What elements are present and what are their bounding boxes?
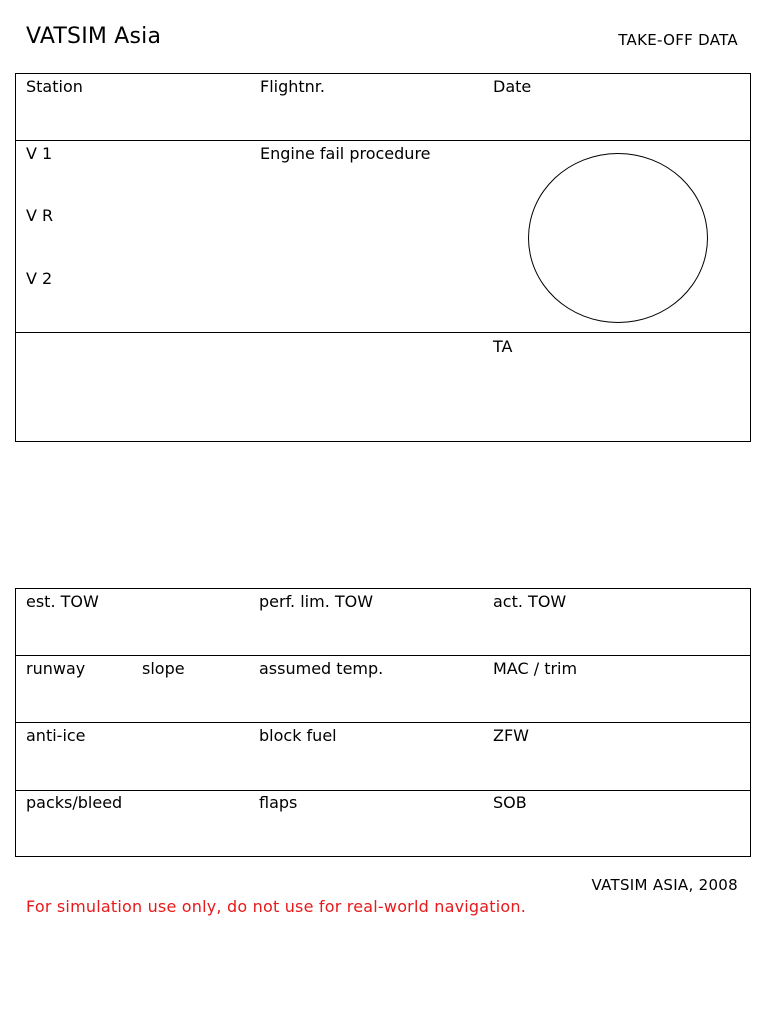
v1-label: V 1 — [26, 144, 53, 163]
takeoff-bottom-box — [15, 588, 751, 857]
assumed-temp-label: assumed temp. — [259, 659, 384, 678]
vr-label: V R — [26, 206, 54, 225]
anti-ice-label: anti-ice — [26, 726, 86, 745]
flightnr-label: Flightnr. — [260, 77, 325, 96]
takeoff-top-box — [15, 73, 751, 442]
divider-line — [16, 722, 750, 723]
page-title: VATSIM Asia — [26, 24, 162, 49]
date-label: Date — [493, 77, 532, 96]
divider-line — [16, 332, 750, 333]
sob-label: SOB — [493, 793, 527, 812]
station-label: Station — [26, 77, 83, 96]
packs-bleed-label: packs/bleed — [26, 793, 123, 812]
circle-field — [528, 153, 708, 323]
form-title: TAKE-OFF DATA — [618, 31, 738, 49]
disclaimer-text: For simulation use only, do not use for real-world navigation. — [26, 897, 527, 916]
zfw-label: ZFW — [493, 726, 529, 745]
engine-fail-procedure-label: Engine fail procedure — [260, 144, 431, 163]
divider-line — [16, 655, 750, 656]
divider-line — [16, 140, 750, 141]
divider-line — [16, 790, 750, 791]
act-tow-label: act. TOW — [493, 592, 567, 611]
runway-label: runway — [26, 659, 86, 678]
slope-label: slope — [142, 659, 185, 678]
block-fuel-label: block fuel — [259, 726, 337, 745]
v2-label: V 2 — [26, 269, 53, 288]
flaps-label: flaps — [259, 793, 298, 812]
copyright-credit: VATSIM ASIA, 2008 — [591, 876, 738, 894]
perf-lim-tow-label: perf. lim. TOW — [259, 592, 374, 611]
est-tow-label: est. TOW — [26, 592, 99, 611]
ta-label: TA — [493, 337, 513, 356]
mac-trim-label: MAC / trim — [493, 659, 578, 678]
